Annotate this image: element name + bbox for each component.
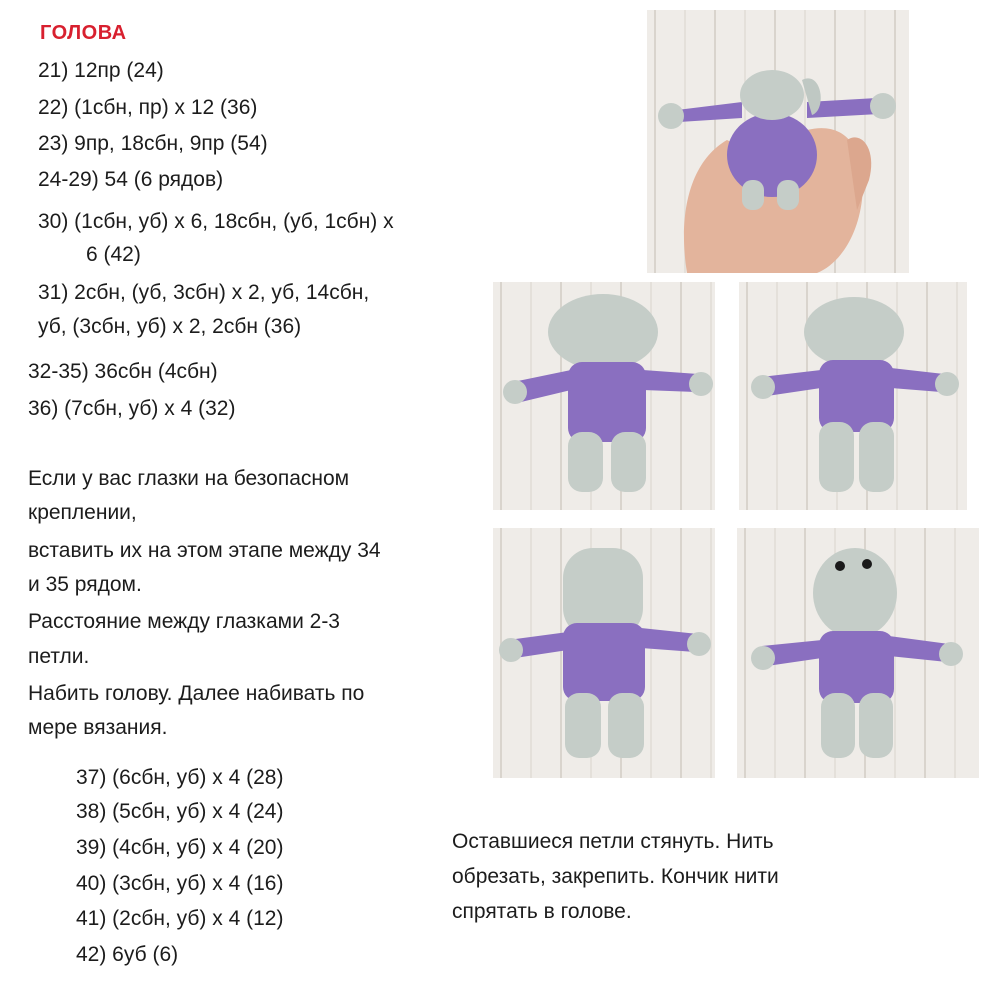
instruction-line: Расстояние между глазками 2-3 xyxy=(28,610,340,633)
row-41: 41) (2сбн, уб) х 4 (12) xyxy=(76,907,284,930)
instruction-line: креплении, xyxy=(28,501,137,524)
row-22: 22) (1сбн, пр) х 12 (36) xyxy=(38,96,258,119)
row-40: 40) (3сбн, уб) х 4 (16) xyxy=(76,872,284,895)
finish-note-line: спрятать в голове. xyxy=(452,900,632,923)
row-21: 21) 12пр (24) xyxy=(38,59,164,82)
instruction-line: мере вязания. xyxy=(28,716,168,739)
photo-toy-back xyxy=(493,282,715,510)
instruction-line: Набить голову. Далее набивать по xyxy=(28,682,365,705)
row-37: 37) (6сбн, уб) х 4 (28) xyxy=(76,766,284,789)
row-32-35: 32-35) 36сбн (4сбн) xyxy=(28,360,218,383)
instruction-line: петли. xyxy=(28,645,90,668)
instruction-line: вставить их на этом этапе между 34 xyxy=(28,539,381,562)
row-24-29: 24-29) 54 (6 рядов) xyxy=(38,168,224,191)
row-42: 42) 6уб (6) xyxy=(76,943,179,966)
row-39: 39) (4сбн, уб) х 4 (20) xyxy=(76,836,284,859)
instruction-line: и 35 рядом. xyxy=(28,573,142,596)
row-23: 23) 9пр, 18сбн, 9пр (54) xyxy=(38,132,268,155)
row-31-cont: уб, (3сбн, уб) х 2, 2сбн (36) xyxy=(38,315,302,338)
row-30-cont: 6 (42) xyxy=(86,243,141,266)
photo-toy-front xyxy=(739,282,967,510)
finish-note-line: обрезать, закрепить. Кончик нити xyxy=(452,865,779,888)
finish-note-line: Оставшиеся петли стянуть. Нить xyxy=(452,830,774,853)
row-36: 36) (7сбн, уб) х 4 (32) xyxy=(28,397,236,420)
photo-toy-eyes xyxy=(737,528,979,778)
row-31: 31) 2сбн, (уб, 3сбн) х 2, уб, 14сбн, xyxy=(38,281,370,304)
photo-toy-side xyxy=(493,528,715,778)
section-title: ГОЛОВА xyxy=(40,22,127,44)
instruction-line: Если у вас глазки на безопасном xyxy=(28,467,350,490)
row-38: 38) (5сбн, уб) х 4 (24) xyxy=(76,800,284,823)
photo-hand-toy xyxy=(647,10,909,273)
row-30: 30) (1сбн, уб) х 6, 18сбн, (уб, 1сбн) х xyxy=(38,210,394,233)
